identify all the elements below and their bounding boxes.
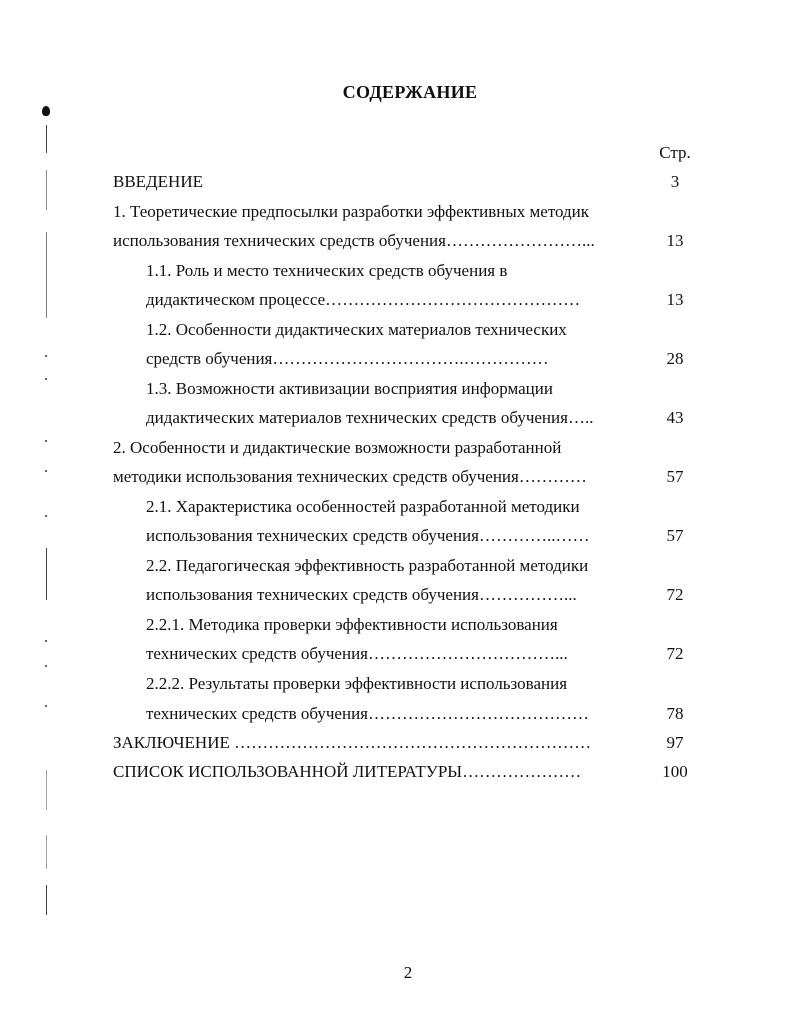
toc-entry-text: 2.1. Характеристика особенностей разработанной методики (146, 497, 580, 516)
toc-entry-text: дидактических материалов технических средств обучения….. (146, 408, 594, 427)
toc-entry-section-1-3[interactable] (0, 379, 791, 401)
toc-entry-text: методики использования технических средств обучения………… (113, 467, 587, 486)
toc-entry-section-1-1-cont[interactable] (0, 290, 791, 312)
toc-entry-chapter-2[interactable] (0, 438, 791, 460)
toc-entry-page: 97 (666, 733, 684, 752)
margin-dot (45, 640, 47, 642)
toc-entry-section-2-2-2[interactable] (0, 674, 791, 696)
toc-entry-page: 78 (666, 704, 684, 723)
toc-entry-section-2-2-2-cont[interactable] (0, 704, 791, 726)
toc-entry-chapter-1-cont[interactable] (0, 231, 791, 253)
toc-entry-text: использования технических средств обучения……………………... (113, 231, 595, 250)
toc-entry-text: средств обучения…………………………….…………… (146, 349, 549, 368)
toc-entry-text: СПИСОК ИСПОЛЬЗОВАННОЙ ЛИТЕРАТУРЫ………………… (113, 762, 582, 781)
toc-entry-text: дидактическом процессе……………………………………… (146, 290, 581, 309)
toc-entry-page: 72 (666, 644, 684, 663)
toc-entry-section-2-1[interactable] (0, 497, 791, 519)
toc-entry-text: ЗАКЛЮЧЕНИЕ ……………………………………………………… (113, 733, 592, 752)
toc-entry-section-2-2-1-cont[interactable] (0, 644, 791, 666)
toc-entry-text: 2. Особенности и дидактические возможности разработанной (113, 438, 562, 457)
toc-entry-text: технических средств обучения………………………………… (146, 704, 589, 723)
toc-entry-conclusion[interactable] (0, 733, 791, 755)
toc-entry-chapter-1[interactable] (0, 202, 791, 224)
toc-entry-section-2-1-cont[interactable] (0, 526, 791, 548)
toc-entry-page: 57 (666, 526, 684, 545)
toc-entry-page: 100 (662, 762, 688, 781)
toc-entry-references[interactable] (0, 762, 791, 784)
toc-entry-page: 43 (666, 408, 684, 427)
toc-entry-text: технических средств обучения……………………………... (146, 644, 568, 663)
toc-entry-page: 57 (666, 467, 684, 486)
toc-entry-page: 13 (666, 231, 684, 250)
toc-entry-section-2-2-cont[interactable] (0, 585, 791, 607)
toc-entry-text: 2.2.2. Результаты проверки эффективности использования (146, 674, 568, 693)
toc-entry-text: 2.2.1. Методика проверки эффективности использования (146, 615, 558, 634)
toc-entry-section-1-2-cont[interactable] (0, 349, 791, 371)
binding-blot (42, 106, 50, 116)
margin-mark (46, 835, 47, 869)
toc-entry-page: 28 (666, 349, 684, 368)
toc-entry-text: 1. Теоретические предпосылки разработки эффективных методик (113, 202, 590, 221)
toc-entry-text: 1.3. Возможности активизации восприятия информации (146, 379, 553, 398)
page-title: СОДЕРЖАНИЕ (342, 82, 478, 102)
toc-entry-text: 1.1. Роль и место технических средств обучения в (146, 261, 508, 280)
toc-entry-introduction[interactable] (0, 172, 791, 194)
toc-entry-section-2-2[interactable] (0, 556, 791, 578)
toc-entry-section-1-3-cont[interactable] (0, 408, 791, 430)
footer-page-number: 2 (403, 963, 413, 982)
page-column-header: Стр. (659, 143, 691, 162)
margin-mark (46, 125, 47, 153)
toc-entry-section-2-2-1[interactable] (0, 615, 791, 637)
toc-entry-text: 2.2. Педагогическая эффективность разработанной методики (146, 556, 589, 575)
toc-entry-section-1-2[interactable] (0, 320, 791, 342)
margin-mark (46, 885, 47, 915)
toc-entry-text: ВВЕДЕНИЕ (113, 172, 203, 191)
toc-entry-text: использования технических средств обучения……………... (146, 585, 577, 604)
toc-entry-page: 3 (670, 172, 680, 191)
toc-entry-text: использования технических средств обучения…………..…… (146, 526, 590, 545)
toc-entry-section-1-1[interactable] (0, 261, 791, 283)
toc-entry-page: 72 (666, 585, 684, 604)
toc-entry-chapter-2-cont[interactable] (0, 467, 791, 489)
toc-entry-text: 1.2. Особенности дидактических материалов технических (146, 320, 567, 339)
toc-entry-page: 13 (666, 290, 684, 309)
